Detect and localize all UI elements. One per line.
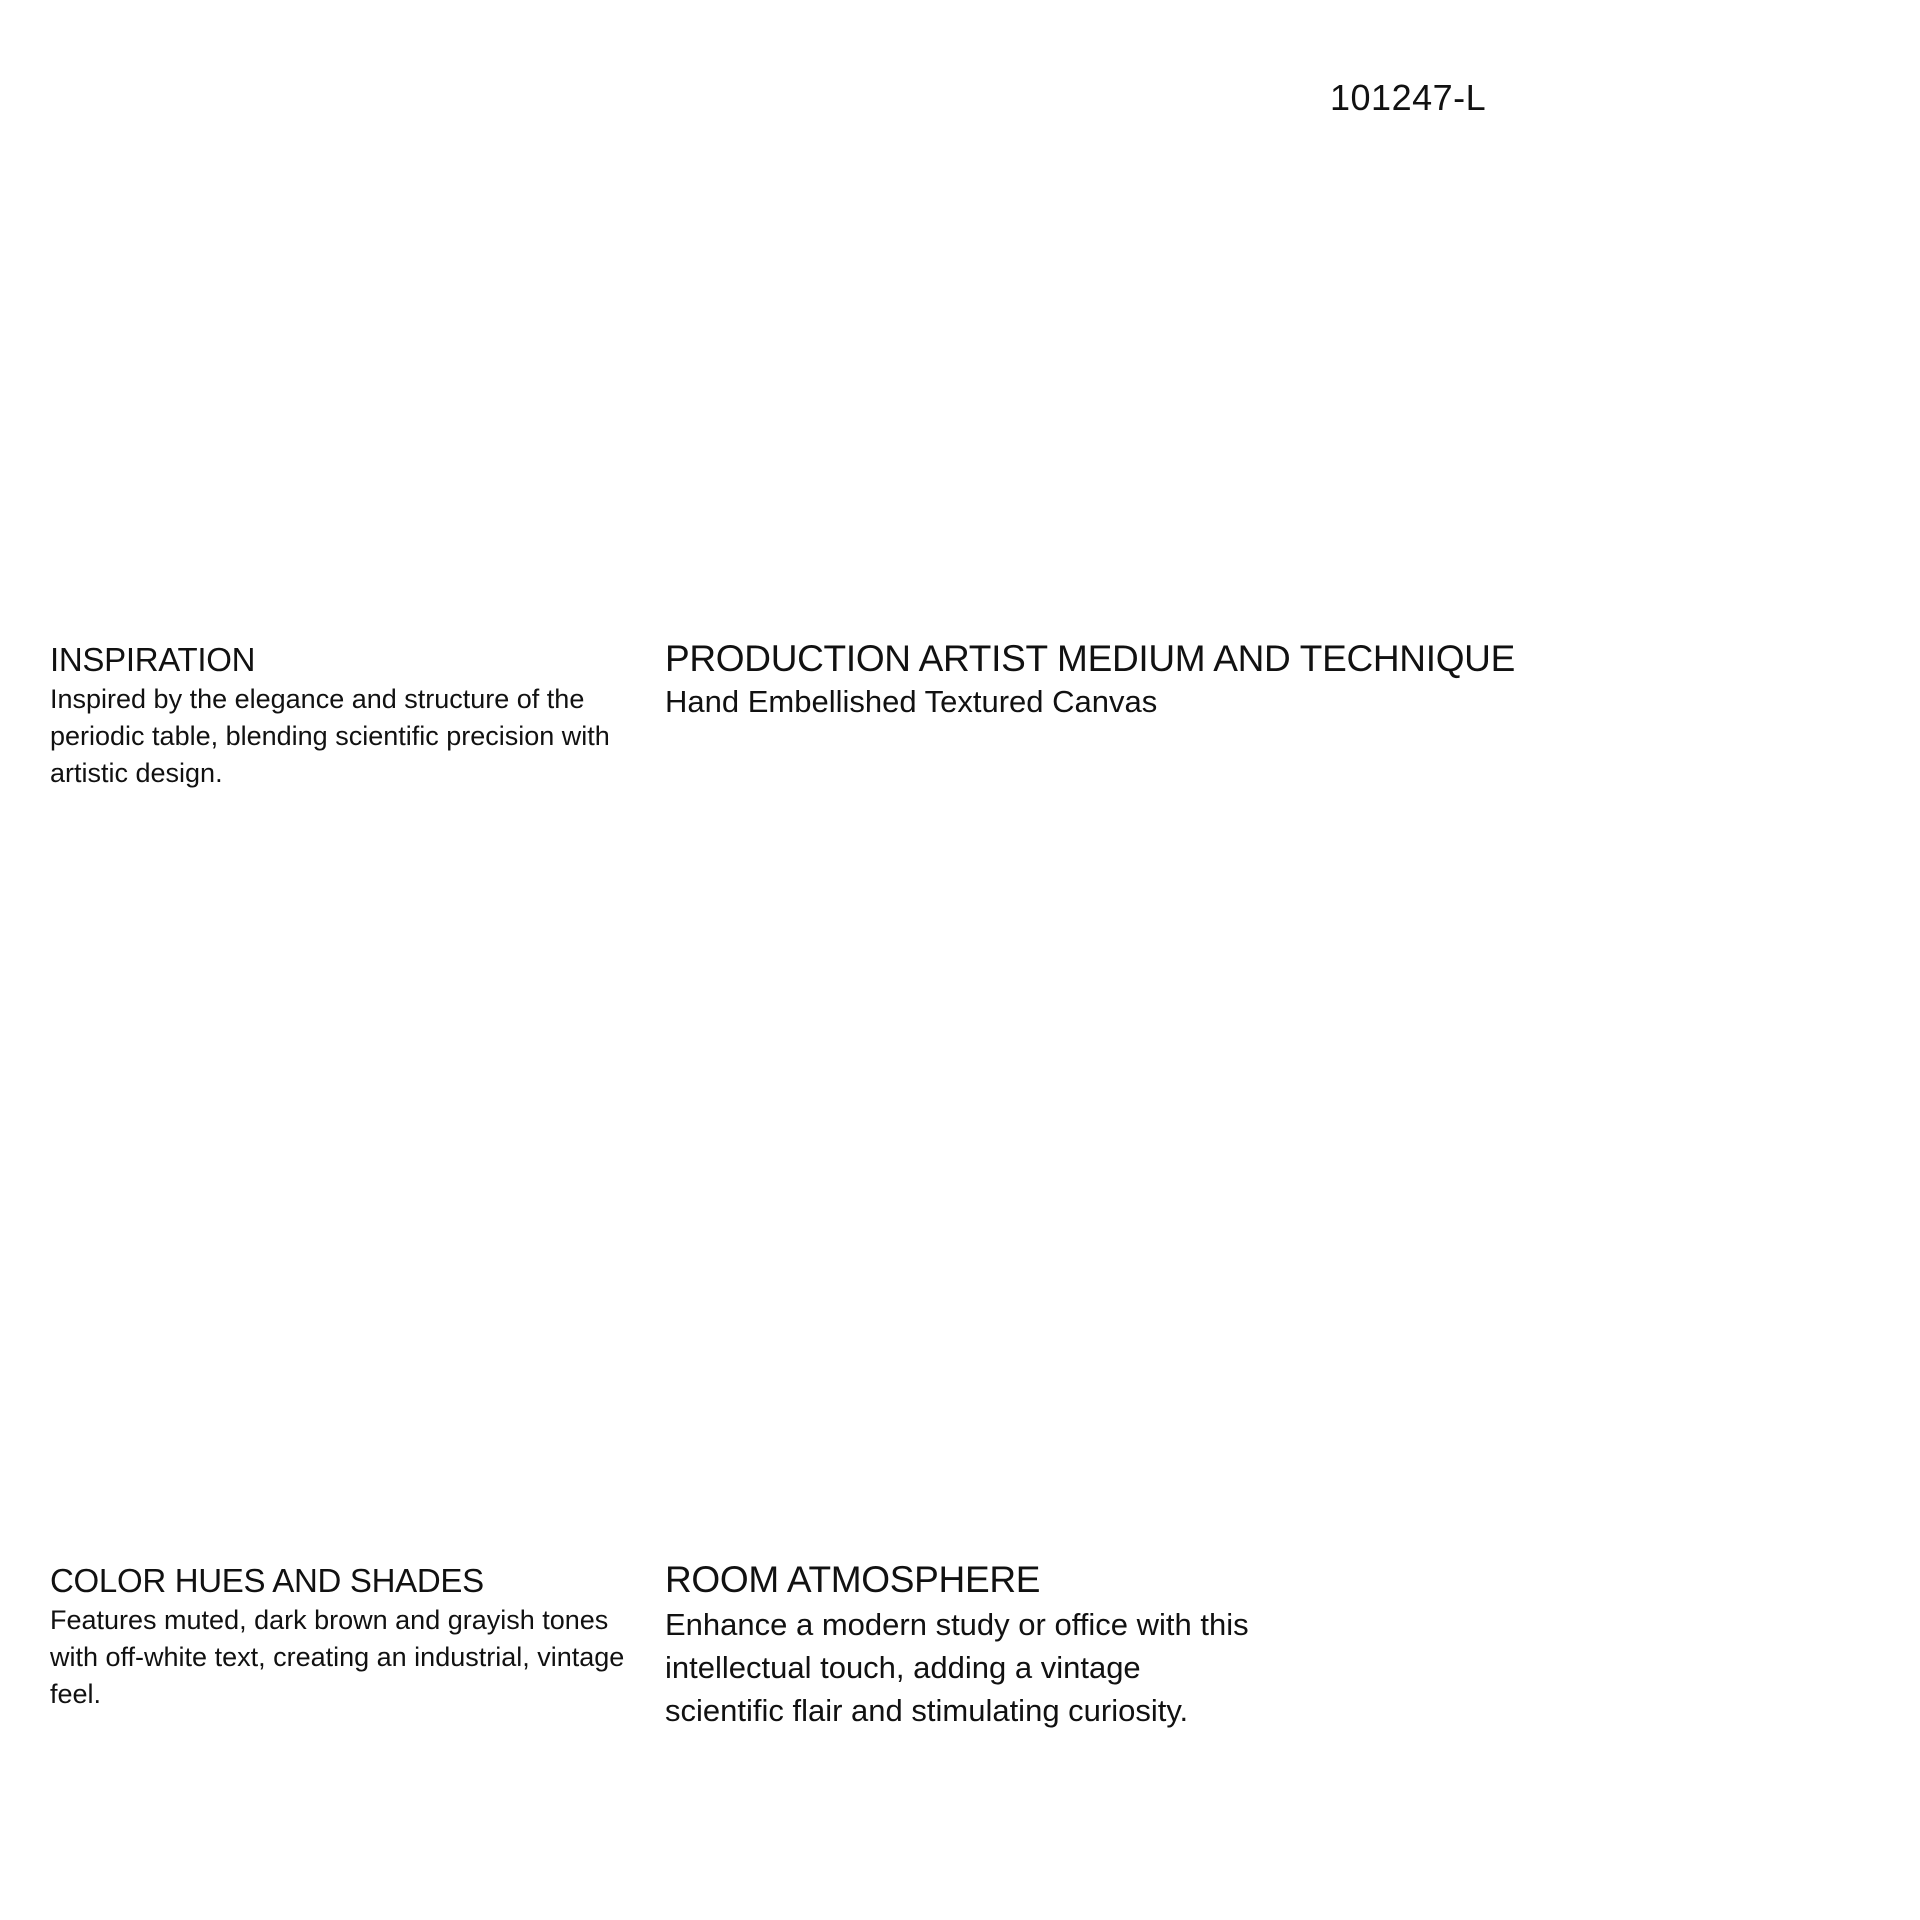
production-body: Hand Embellished Textured Canvas: [665, 684, 1158, 719]
room-atmosphere-title: ROOM ATMOSPHERE: [665, 1559, 1041, 1600]
room-atmosphere-body: Enhance a modern study or office with this intellectual touch, adding a vintage scientific flair and stimulating curiosity.: [665, 1607, 1249, 1728]
color-body: Features muted, dark brown and grayish tones with off-white text, creating an industrial, vintage feel.: [50, 1605, 625, 1709]
product-code: 101247-L: [1330, 77, 1487, 118]
production-title: PRODUCTION ARTIST MEDIUM AND TECHNIQUE: [665, 638, 1515, 679]
production-section: [665, 637, 1565, 722]
inspiration-section: [50, 640, 630, 792]
color-title: COLOR HUES AND SHADES: [50, 1562, 484, 1599]
inspiration-body: Inspired by the elegance and structure of the periodic table, blending scientific precision with artistic design.: [50, 684, 610, 788]
color-section: [50, 1561, 630, 1713]
room-atmosphere-section: [665, 1558, 1265, 1732]
inspiration-title: INSPIRATION: [50, 641, 256, 678]
